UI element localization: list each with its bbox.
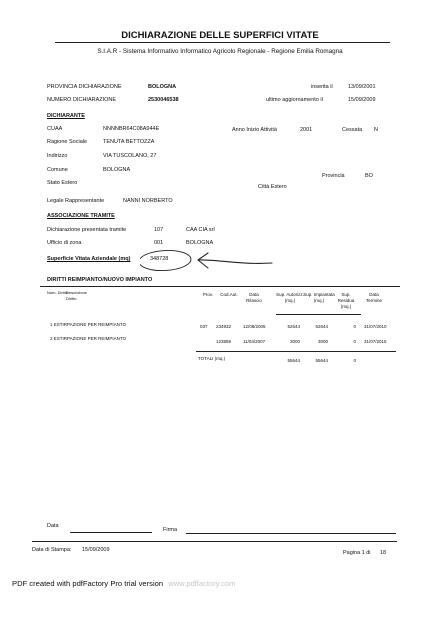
legale-rappresentante-label: Legale Rappresentante <box>47 198 105 204</box>
diritti-divider <box>40 286 400 287</box>
pdf-watermark-link[interactable]: www.pdffactory.com <box>168 579 236 588</box>
row-data-termine: 31/07/2010 <box>364 324 387 329</box>
col-num-diritto: Num. Diritto <box>47 290 69 295</box>
arrow-icon <box>198 253 272 268</box>
row-descrizione: 2 ESTIRPAZIONE PER REIMPIANTO <box>50 336 127 341</box>
firma-signature-line <box>186 533 396 534</box>
row-sup-residua: 0 <box>353 339 356 344</box>
data-stampa-label: Data di Stampa: <box>32 547 72 553</box>
pagina-label: Pagina 1 di <box>343 550 371 556</box>
superficie-vitata-value: 348728 <box>150 256 169 262</box>
col-sup-impiantata: Sup. Impiantata (mq.) <box>303 292 335 303</box>
dichiarante-title: DICHIARANTE <box>47 113 85 119</box>
handwritten-annotation <box>140 245 280 275</box>
cessata-value: N <box>374 127 378 133</box>
ufficio-code: 001 <box>154 240 164 246</box>
aggiornamento-value: 15/09/2009 <box>348 97 376 103</box>
row-sup-residua: 0 <box>353 324 356 329</box>
legale-rappresentante-value: NANNI NORBERTO <box>123 198 173 204</box>
pdf-watermark <box>12 579 235 588</box>
comune-value: BOLOGNA <box>103 167 131 173</box>
col-data-rilascio: Data Rilascio <box>246 292 262 303</box>
provincia-value: BO <box>365 173 373 179</box>
provincia-label: Provincia <box>322 173 345 179</box>
row-data-rilascio: 12/08/2005 <box>243 324 266 329</box>
anno-inizio-value: 2001 <box>300 127 313 133</box>
comune-label: Comune <box>47 167 68 173</box>
row-cod-aut: 123859 <box>216 339 232 344</box>
indirizzo-value: VIA TUSCOLANO, 27 <box>103 153 157 159</box>
totali-sup-autorizz: 55644 <box>287 358 300 363</box>
presentata-code: 107 <box>154 227 164 233</box>
presentata-label: Dichiarazione presentata tramite <box>47 227 127 233</box>
totals-divider <box>196 351 396 352</box>
aggiornamento-label: ultimo aggiornamento il <box>266 97 323 103</box>
row-sup-autorizz: 3000 <box>289 339 300 344</box>
totali-label: TOTALI (mq.) <box>198 356 226 361</box>
row-prov: 037 <box>200 324 208 329</box>
col-descrizione: Descrizione Diritto <box>66 290 87 301</box>
data-signature-line <box>70 532 152 533</box>
cuaa-label: CUAA <box>47 126 63 132</box>
cuaa-value: NNNNBR64C08A944E <box>103 126 160 132</box>
pagina-value: 18 <box>380 550 387 556</box>
pdf-watermark-text: PDF created with pdfFactory Pro trial version <box>12 579 164 588</box>
data-stampa-value: 15/09/2009 <box>82 547 110 553</box>
row-sup-impiantata: 3000 <box>317 339 328 344</box>
row-data-termine: 31/07/2015 <box>364 339 387 344</box>
provincia-dichiarazione-value: BOLOGNA <box>148 84 177 90</box>
page-title: DICHIARAZIONE DELLE SUPERFICI VITATE <box>121 30 319 41</box>
sup-columns-underline <box>276 314 361 315</box>
diritti-title: DIRITTI REIMPIANTO/NUOVO IMPIANTO <box>47 277 153 283</box>
totali-sup-impiantata: 55644 <box>315 358 328 363</box>
title-underline <box>55 42 390 43</box>
row-data-rilascio: 11/04/2007 <box>243 339 266 344</box>
numero-dichiarazione-label: NUMERO DICHIARAZIONE <box>47 97 117 103</box>
data-label: Data <box>47 523 59 529</box>
cessata-label: Cessata <box>342 127 363 133</box>
indirizzo-label: Indirizzo <box>47 153 68 159</box>
row-sup-autorizz: 52644 <box>287 324 300 329</box>
inserita-value: 13/09/2001 <box>348 84 376 90</box>
circle-annotation <box>140 249 191 272</box>
firma-label: Firma <box>163 527 178 533</box>
citta-estero-label: Città Estero <box>258 184 287 190</box>
col-sup-residua: Sup. Residua (mq.) <box>337 292 355 309</box>
row-cod-aut: 234932 <box>216 324 232 329</box>
col-prov: Prov. <box>202 292 214 297</box>
footer-divider <box>32 541 397 542</box>
totali-sup-residua: 0 <box>353 358 356 363</box>
presentata-value: CAA CIA srl <box>186 227 215 233</box>
ragione-sociale-label: Ragione Sociale <box>47 139 88 145</box>
numero-dichiarazione-value: 2530046538 <box>148 97 179 103</box>
page-subtitle: S.I.A.R - Sistema Informativo Informatico Agricolo Regionale - Regione Emilia Romagna <box>97 48 343 55</box>
ufficio-value: BOLOGNA <box>186 240 214 246</box>
anno-inizio-label: Anno Inizio Attività <box>232 127 277 133</box>
row-descrizione: 1 ESTIRPAZIONE PER REIMPIANTO <box>50 322 127 327</box>
provincia-dichiarazione-label: PROVINCIA DICHIARAZIONE <box>47 84 122 90</box>
row-sup-impiantata: 52644 <box>315 324 328 329</box>
col-sup-autorizz: Sup. Autorizz. (mq.) <box>276 292 304 303</box>
superficie-vitata-label: Superficie Vitata Aziendale (mq) <box>47 256 131 262</box>
col-cod-aut: Cod.Aut. <box>220 292 238 297</box>
col-data-termine: Data Termine <box>365 292 382 303</box>
stato-estero-label: Stato Estero <box>47 180 78 186</box>
ufficio-label: Ufficio di zona <box>47 240 82 246</box>
associazione-title: ASSOCIAZIONE TRAMITE <box>47 213 115 219</box>
ragione-sociale-value: TENUTA BETTOZZA <box>103 139 155 145</box>
inserita-label: inserita il <box>311 84 333 90</box>
